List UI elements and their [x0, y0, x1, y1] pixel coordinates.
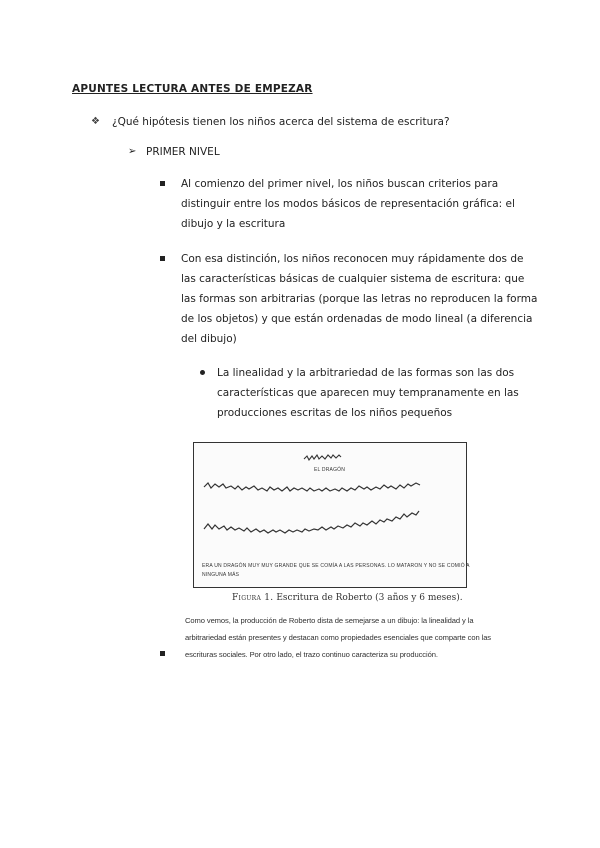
diamond-bullet-icon: ❖ — [91, 116, 100, 127]
level-heading: PRIMER NIVEL — [146, 146, 220, 158]
square-bullet-icon — [160, 651, 165, 656]
page-title: APUNTES LECTURA ANTES DE EMPEZAR — [72, 83, 313, 95]
figure-caption — [232, 593, 463, 603]
figure-caption-prefix: Figura 1. — [232, 593, 274, 603]
point-1-text: Al comienzo del primer nivel, los niños buscan criterios para distinguir entre los modos básicos de representación gráfica: el dibujo y la escritura — [181, 178, 515, 230]
point-2-text: Con esa distinción, los niños reconocen muy rápidamente dos de las características básicas de cualquier sistema de escritura: que las formas son arbitrarias (porque las letras no reproducen la forma de los objetos) y que están ordenadas de modo lineal (a diferencia del dibujo) — [181, 253, 538, 345]
square-bullet-icon — [160, 256, 165, 261]
round-bullet-icon — [200, 370, 205, 375]
scribble-line-1 — [204, 483, 420, 491]
subpoint-text: La linealidad y la arbitrariedad de las formas son las dos características que aparecen muy tempranamente en las producciones escritas de los niños pequeños — [217, 367, 519, 419]
arrow-bullet-icon: ➢ — [128, 146, 137, 157]
figure-transcription-line-1: ERA UN DRAGÓN MUY MUY GRANDE QUE SE COMÍA A LAS PERSONAS. LO MATARON Y NO SE COMIÓ A — [202, 563, 470, 569]
figure-caption-text: Escritura de Roberto (3 años y 6 meses). — [276, 593, 463, 603]
figure-title-label: EL DRAGÓN — [314, 467, 346, 473]
figure-transcription-line-2: NINGUNA MÁS — [202, 572, 240, 578]
question-text: ¿Qué hipótesis tienen los niños acerca del sistema de escritura? — [112, 116, 450, 128]
figure-scan — [193, 442, 470, 588]
square-bullet-icon — [160, 181, 165, 186]
scribble-top — [304, 455, 341, 460]
scribble-line-2 — [204, 511, 419, 533]
scanned-paragraph: Como vemos, la producción de Roberto dista de semejarse a un dibujo: la linealidad y la arbitrariedad están presentes y destacan como propiedades esenciales que comparte con las escrituras sociales. Por otro lado, el trazo continuo caracteriza su producción. — [185, 616, 492, 659]
